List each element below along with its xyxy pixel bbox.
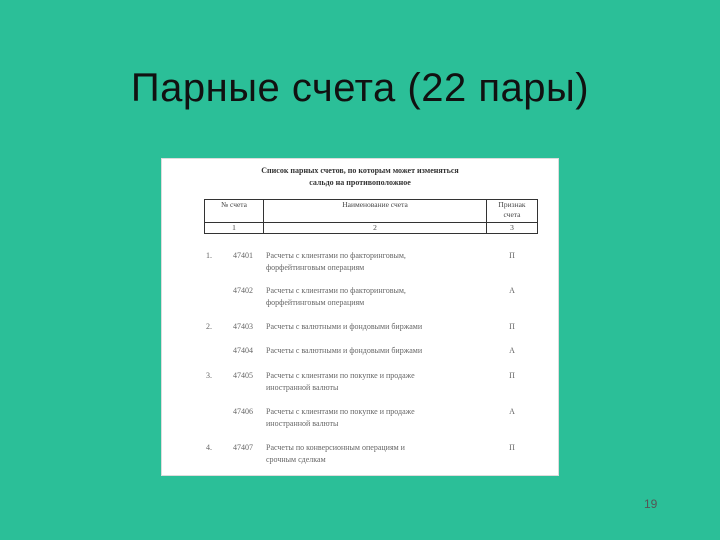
column-header-sign-line-2: счета (503, 210, 521, 219)
account-sign: А (509, 346, 515, 355)
account-name-line-2: форфейтинговым операциям (266, 298, 365, 307)
account-sign: П (509, 371, 515, 380)
account-name-line-1: Расчеты с клиентами по факторинговым, (266, 251, 406, 260)
account-number: 47405 (233, 371, 253, 380)
document-heading (202, 165, 518, 189)
account-number: 47404 (233, 346, 253, 355)
table-row (162, 345, 558, 369)
document-heading-line-1: Список парных счетов, по которым может изменяться (261, 166, 459, 175)
table-row (162, 285, 558, 309)
document-heading-line-2: сальдо на противоположное (309, 178, 411, 187)
account-sign: П (509, 322, 515, 331)
account-sign: А (509, 286, 515, 295)
account-name (266, 321, 478, 333)
column-header-name: Наименование счета (264, 200, 487, 223)
account-number: 47403 (233, 322, 253, 331)
column-number-3: 3 (487, 223, 538, 234)
table-row (162, 321, 558, 345)
account-name-line-1: Расчеты с клиентами по факторинговым, (266, 286, 406, 295)
table-row (162, 250, 558, 274)
account-name-line-1: Расчеты по конверсионным операциям и (266, 443, 405, 452)
account-name-line-1: Расчеты с валютными и фондовыми биржами (266, 322, 423, 331)
pair-number: 3. (206, 371, 212, 380)
account-number: 47402 (233, 286, 253, 295)
account-sign: П (509, 251, 515, 260)
table-row (162, 370, 558, 394)
pair-number: 2. (206, 322, 212, 331)
column-header-sign (487, 200, 538, 223)
document-image (162, 159, 558, 475)
account-number: 47401 (233, 251, 253, 260)
account-name (266, 345, 478, 357)
account-name-line-1: Расчеты с клиентами по покупке и продаже (266, 371, 415, 380)
pair-number: 4. (206, 443, 212, 452)
account-name-line-2: срочным сделкам (266, 455, 326, 464)
header-table (204, 199, 538, 234)
account-name (266, 406, 478, 430)
account-name (266, 250, 478, 274)
column-header-sign-line-1: Признак (498, 200, 526, 209)
table-row (162, 406, 558, 430)
account-name-line-2: иностранной валюты (266, 383, 339, 392)
slide-title: Парные счета (22 пары) (130, 66, 590, 110)
account-name (266, 370, 478, 394)
account-name-line-2: иностранной валюты (266, 419, 339, 428)
account-number: 47406 (233, 407, 253, 416)
table-row (162, 442, 558, 466)
account-number: 47407 (233, 443, 253, 452)
account-sign: П (509, 443, 515, 452)
page-number: 19 (644, 497, 658, 511)
account-name (266, 442, 478, 466)
column-number-1: 1 (205, 223, 264, 234)
account-name-line-2: форфейтинговым операциям (266, 263, 365, 272)
column-number-2: 2 (264, 223, 487, 234)
account-name-line-1: Расчеты с валютными и фондовыми биржами (266, 346, 423, 355)
account-sign: А (509, 407, 515, 416)
account-name-line-1: Расчеты с клиентами по покупке и продаже (266, 407, 415, 416)
account-name (266, 285, 478, 309)
column-header-no: № счета (205, 200, 264, 223)
pair-number: 1. (206, 251, 212, 260)
